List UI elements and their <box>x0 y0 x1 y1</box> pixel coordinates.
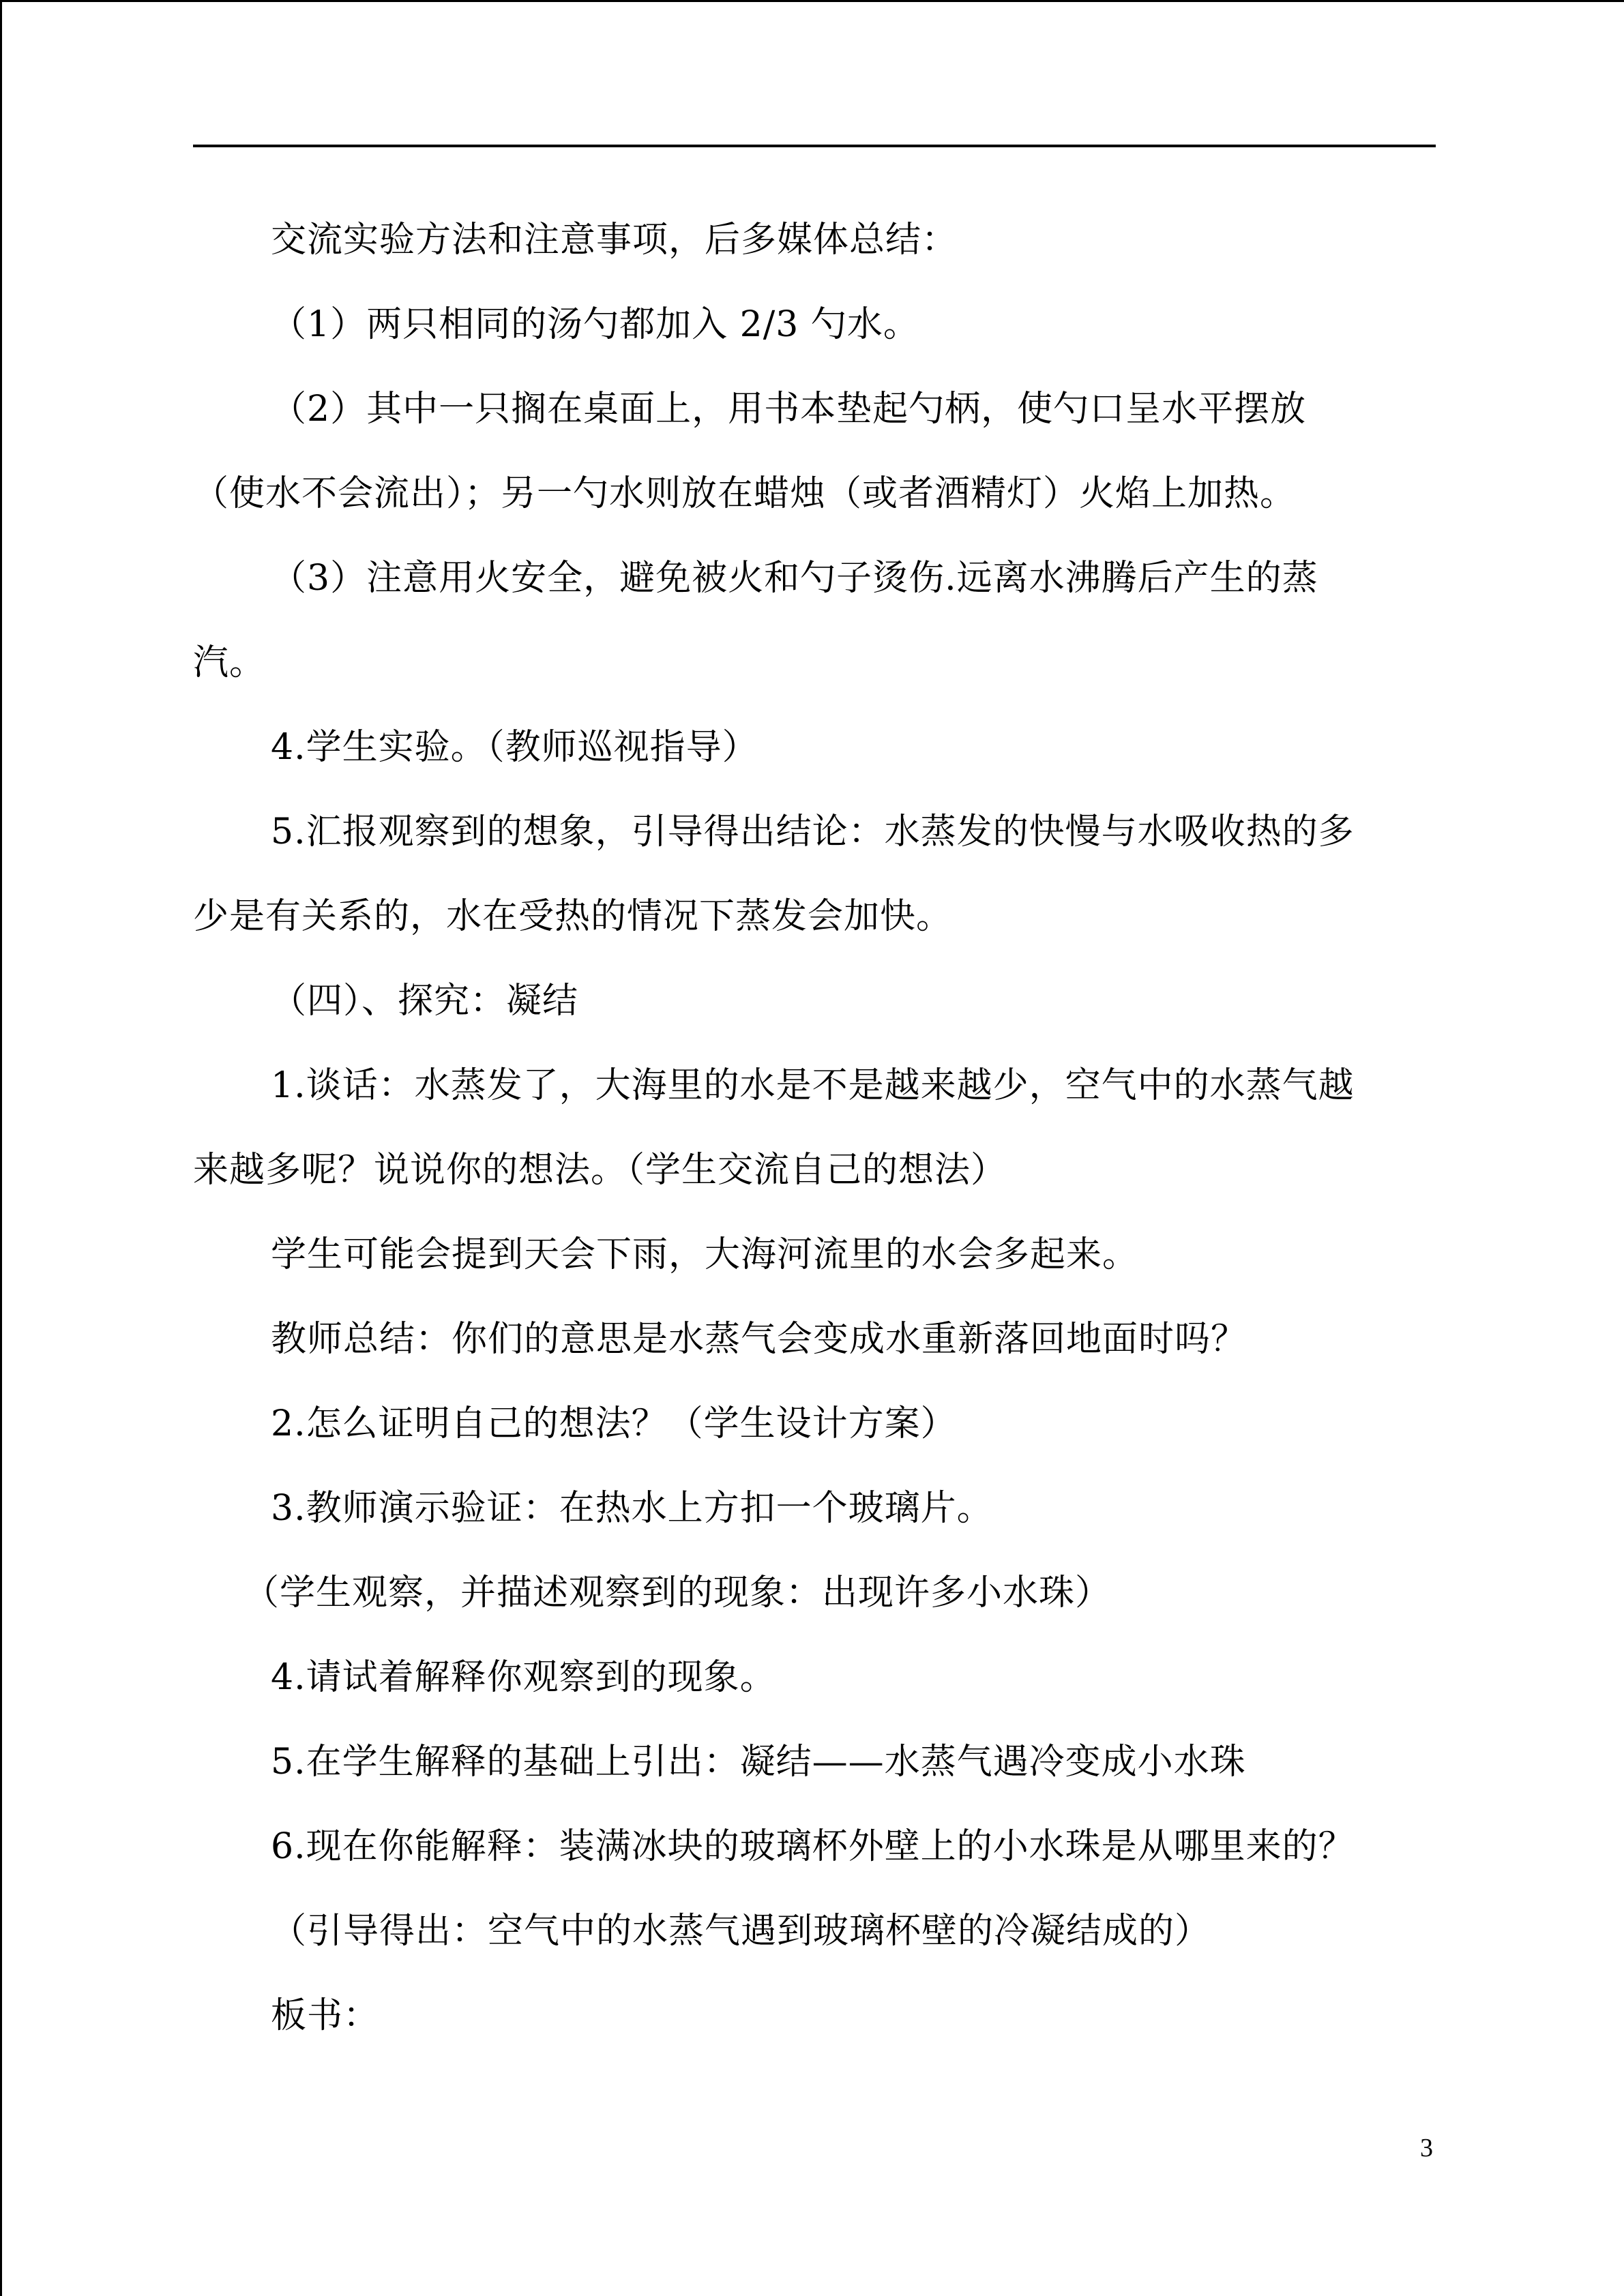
text-line: 学生可能会提到天会下雨，大海河流里的水会多起来。 <box>271 1234 1139 1275</box>
text-line: （3）注意用火安全，避免被火和勺子烫伤.远离水沸腾后产生的蒸 <box>271 558 1318 599</box>
text-line: 6.现在你能解释：装满冰块的玻璃杯外壁上的小水珠是从哪里来的？ <box>271 1826 1355 1867</box>
text-line: （1）两只相同的汤勺都加入 2/3 勺水。 <box>271 304 919 345</box>
text-line: 5.汇报观察到的想象，引导得出结论：水蒸发的快慢与水吸收热的多 <box>271 811 1355 852</box>
text-line: 1.谈话：水蒸发了，大海里的水是不是越来越少，空气中的水蒸气越 <box>271 1065 1355 1106</box>
text-line: （学生观察，并描述观察到的现象：出现许多小水珠） <box>243 1572 1112 1613</box>
text-line: 少是有关系的，水在受热的情况下蒸发会加快。 <box>193 896 953 937</box>
text-line: 交流实验方法和注意事项，后多媒体总结： <box>271 220 958 260</box>
text-line: 板书： <box>271 1995 380 2036</box>
text-line: （2）其中一只搁在桌面上，用书本垫起勺柄，使勺口呈水平摆放 <box>271 389 1307 430</box>
text-line: （使水不会流出）；另一勺水则放在蜡烛（或者酒精灯）火焰上加热。 <box>193 473 1297 514</box>
text-line: 5.在学生解释的基础上引出：凝结——水蒸气遇冷变成小水珠 <box>271 1742 1246 1783</box>
text-line: 来越多呢？说说你的想法。（学生交流自己的想法） <box>193 1150 1007 1191</box>
header-rule <box>193 145 1436 147</box>
text-line: 3.教师演示验证：在热水上方扣一个玻璃片。 <box>271 1488 993 1529</box>
page-number: 3 <box>1420 2134 1433 2162</box>
text-line: 4.学生实验。（教师巡视指导） <box>271 727 758 768</box>
text-line: 4.请试着解释你观察到的现象。 <box>271 1657 776 1698</box>
text-line: （引导得出：空气中的水蒸气遇到玻璃杯壁的冷凝结成的） <box>271 1911 1211 1952</box>
section-heading: （四）、探究：凝结 <box>271 981 579 1022</box>
text-line: 汽。 <box>193 642 266 683</box>
text-line: 2.怎么证明自己的想法？（学生设计方案） <box>271 1403 957 1444</box>
text-line: 教师总结：你们的意思是水蒸气会变成水重新落回地面时吗？ <box>271 1319 1247 1360</box>
